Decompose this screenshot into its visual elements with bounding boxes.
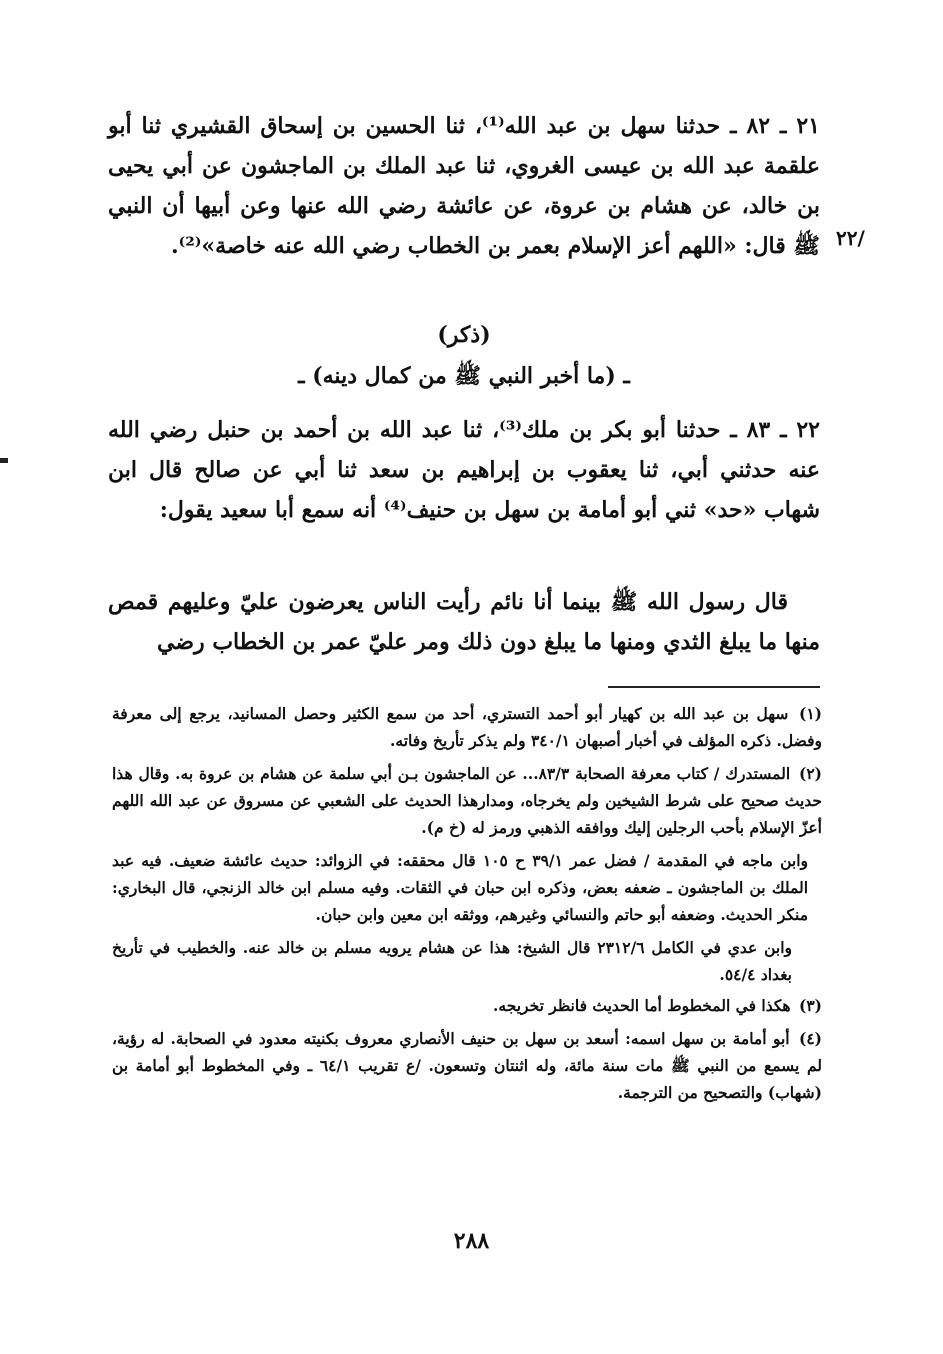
margin-reference: /٢٢	[836, 226, 865, 250]
footnote-2-continuation-ibn-adi	[112, 934, 822, 988]
margin-mark	[0, 458, 8, 463]
page-number: ٢٨٨	[453, 1228, 490, 1254]
footnote-1	[112, 700, 822, 754]
footnote-3	[112, 992, 822, 1019]
footnote-2-continuation-ibn-majah	[112, 847, 822, 928]
hadith-matn-paragraph: قال رسول الله ﷺ بينما أنا نائم رأيت الناس يعرضون عليّ وعليهم قمص منها ما يبلغ الثدي ومنها ما يبلغ دون ذلك ومر عليّ عمر بن الخطاب رضي	[108, 589, 820, 655]
footnote-2	[112, 760, 822, 841]
hadith-paragraph-83: ٢٢ ـ ٨٣ ـ حدثنا أبو بكر بن ملك⁽³⁾، ثنا عبد الله بن أحمد بن حنبل رضي الله عنه حدثني أبي، ثنا يعقوب بن إبراهيم بن سعد ثنا أبي عن صالح قال ابن شهاب «حد» ثني أبو أمامة بن سهل بن حنيف⁽⁴⁾ أنه سمع أبا سعيد يقول:	[108, 417, 820, 523]
hadith-paragraph-82: ٢١ ـ ٨٢ ـ حدثنا سهل بن عبد الله⁽¹⁾، ثنا الحسين بن إسحاق القشيري ثنا أبو علقمة عبد الله بن عيسى الغروي، ثنا عبد الملك بن الماجشون عن أبي يحيى بن خالد، عن هشام بن عروة، عن عائشة رضي الله عنها وعن أبيها أن النبي ﷺ قال: «اللهم أعز الإسلام بعمر بن الخطاب رضي الله عنه خاصة»⁽²⁾.	[108, 113, 820, 259]
footnote-number: (٤)	[798, 1029, 822, 1048]
footnote-text: سهل بن عبد الله بن كهيار أبو أحمد التستري، أحد من سمع الكثير وحصل المسانيد، يرجع إلى معرفة وفضل. ذكره المؤلف في أخبار أصبهان ٣٤٠/١ ولم يذكر تأريخ وفاته.	[112, 704, 822, 750]
footnote-4	[112, 1025, 822, 1106]
footnote-text: هكذا في المخطوط أما الحديث فانظر تخريجه.	[493, 996, 791, 1015]
footnote-text: وابن عدي في الكامل ٢٣١٢/٦ قال الشيخ: هذا عن هشام يرويه مسلم بن خالد عنه. والخطيب في تأريخ بغداد ٥٤/٤.	[112, 938, 793, 984]
footnote-number: (١)	[799, 704, 823, 723]
footnote-text: وابن ماجه في المقدمة / فضل عمر ٣٩/١ ح ١٠٥ قال محققه: في الزوائد: حديث عائشة ضعيف. فيه عبد الملك بن الماجشون ـ ضعفه بعض، وذكره ابن حبان في الثقات. وفيه مسلم ابن خالد الزنجي، قال البخاري: منكر الحديث. وضعفه أبو حاتم والنسائي وغيرهم، ووثقه ابن معين وابن حبان.	[112, 851, 808, 924]
section-heading-dhikr: (ذكر)	[437, 322, 491, 348]
footnote-text: المستدرك / كتاب معرفة الصحابة ٨٣/٣... عن الماجشون بـن أبي سلمة عن هشام بن عروة به. وقال هذا حديث صحيح على شرط الشيخين ولم يخرجاه، ومدارهذا الحديث على الشعبي عن مسروق عن عبد الله اللهم أعزّ الإسلام بأحب الرجلين إليك ووافقه الذهبي ورمز له (خ م).	[112, 764, 822, 837]
footnote-number: (٢)	[798, 764, 822, 783]
section-heading-title: ـ (ما أخبر النبي ﷺ من كمال دينه) ـ	[298, 363, 630, 389]
footnote-number: (٣)	[798, 996, 822, 1015]
footnote-text: أبو أمامة بن سهل اسمه: أسعد بن سهل بن حنيف الأنصاري معروف بكنيته معدود في الصحابة. له رؤية، لم يسمع من النبي ﷺ مات سنة مائة، وله اثنتان وتسعون. /ع تقريب ٦٤/١ ـ وفي المخطوط أبو أمامة بن (شهاب) والتصحيح من الترجمة.	[112, 1029, 822, 1102]
footnotes-section	[112, 700, 822, 1112]
footnote-divider	[608, 686, 820, 688]
